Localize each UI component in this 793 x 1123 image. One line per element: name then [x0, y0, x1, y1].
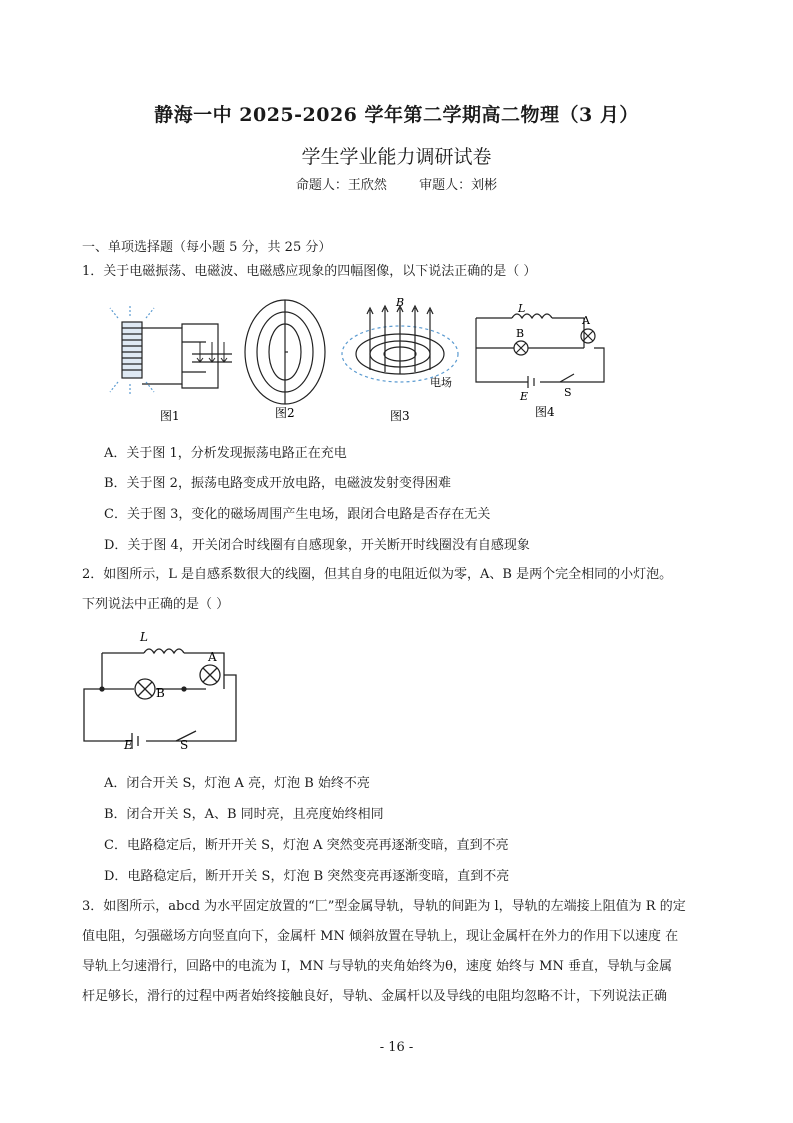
q3-line3: 导轨上匀速滑行，回路中的电流为 I，MN 与导轨的夹角始终为θ，速度 始终与 MN 垂直，导轨与金属: [82, 959, 672, 974]
fig4-s-label: S: [564, 386, 572, 399]
q2-a-label: A: [208, 650, 217, 664]
fig3-field-label: 电场: [430, 376, 452, 389]
fig1-caption: 图1: [160, 409, 180, 423]
q1-option-a: A．关于图 1，分析发现振荡电路正在充电: [104, 446, 347, 461]
q3-line4: 杆足够长，滑行的过程中两者始终接触良好，导轨、金属杆以及导线的电阻均忽略不计，下列说法正确: [82, 989, 668, 1004]
q2-b-label: B: [156, 686, 165, 700]
q2-option-d: D．电路稳定后，断开开关 S，灯泡 B 突然变亮再逐渐变暗，直到不亮: [104, 869, 510, 884]
q2-option-c: C．电路稳定后，断开开关 S，灯泡 A 突然变亮再逐渐变暗，直到不亮: [104, 838, 509, 853]
q1-option-b: B．关于图 2，振荡电路变成开放电路，电磁波发射变得困难: [104, 476, 451, 491]
q2-stem-line1: 2．如图所示，L 是自感系数很大的线圈，但其自身的电阻近似为零，A、B 是两个完全相同的小灯泡。: [82, 567, 673, 582]
setter: 命题人：王欣然: [295, 178, 387, 193]
page-number: - 16 -: [379, 1040, 414, 1055]
fig4-caption: 图4: [535, 405, 555, 419]
q2-l-label: L: [140, 630, 148, 644]
fig2-diagram: [245, 300, 325, 404]
reviewer: 审题人：刘彬: [419, 178, 498, 193]
q2-option-a: A．闭合开关 S，灯泡 A 亮，灯泡 B 始终不亮: [104, 776, 370, 791]
fig4-e-label: E: [520, 390, 529, 403]
exam-subtitle: 学生学业能力调研试卷: [301, 146, 492, 168]
q2-stem-line2: 下列说法中正确的是（ ）: [82, 597, 230, 612]
q3-line2: 值电阻，匀强磁场方向竖直向下，金属杆 MN 倾斜放置在导轨上，现让金属杆在外力的作用下以速度 在: [82, 929, 679, 944]
authors-line: [0, 174, 793, 193]
q1-option-d: D．关于图 4，开关闭合时线圈有自感现象，开关断开时线圈没有自感现象: [104, 538, 530, 553]
q1-stem: 1．关于电磁振荡、电磁波、电磁感应现象的四幅图像，以下说法正确的是（ ）: [82, 264, 537, 279]
exam-title: 静海一中 2025-2026 学年第二学期高二物理（3 月）: [154, 104, 639, 126]
fig3-caption: 图3: [390, 409, 410, 423]
q2-e-label: E: [124, 738, 133, 752]
q3-line1: 3．如图所示，abcd 为水平固定放置的“匚”型金属导轨，导轨的间距为 l，导轨的左端接上阻值为 R 的定: [82, 899, 686, 914]
fig3-b-label: B: [396, 296, 405, 309]
fig4-b-label: B: [516, 327, 525, 340]
section-heading: 一、单项选择题（每小题 5 分，共 25 分）: [82, 240, 332, 255]
fig3-diagram: [342, 306, 458, 382]
q2-s-label: S: [180, 738, 189, 752]
q1-option-c: C．关于图 3，变化的磁场周围产生电场，跟闭合电路是否存在无关: [104, 507, 491, 522]
q2-circuit: [80, 625, 250, 755]
q2-option-b: B．闭合开关 S，A、B 同时亮，且亮度始终相同: [104, 807, 384, 822]
fig4-a-label: A: [582, 314, 590, 327]
fig4-l-label: L: [518, 302, 526, 315]
q1-figures: [100, 292, 620, 427]
fig2-caption: 图2: [275, 406, 295, 420]
fig1-diagram: [110, 306, 232, 394]
